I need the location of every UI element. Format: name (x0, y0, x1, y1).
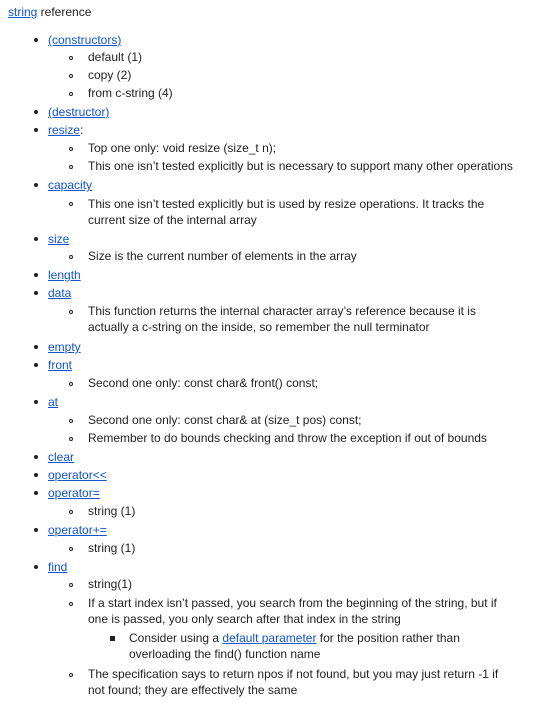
circle-bullet-icon (69, 673, 73, 677)
bullet-icon (34, 363, 38, 367)
circle-bullet-icon (69, 510, 73, 514)
circle-bullet-icon (69, 74, 73, 78)
bullet-icon (34, 110, 38, 114)
at-note-2: Remember to do bounds checking and throw the exception if out of bounds (88, 431, 487, 445)
bullet-icon (34, 273, 38, 277)
circle-bullet-icon (69, 165, 73, 169)
resize-link[interactable]: resize (48, 123, 81, 137)
sub-item-default: default (1) (88, 50, 143, 64)
destructor-link[interactable]: (destructor) (48, 105, 110, 119)
capacity-note: This one isn’t tested explicitly but is used by resize operations. It tracks the current size of the internal array (88, 197, 485, 227)
list-item-data (48, 285, 71, 301)
operator-assign-note: string (1) (88, 504, 136, 518)
circle-bullet-icon (69, 255, 73, 259)
bullet-icon (34, 128, 38, 132)
list-item-empty (48, 339, 81, 355)
circle-bullet-icon (69, 202, 73, 206)
list-item-at (48, 394, 58, 410)
clear-link[interactable]: clear (48, 450, 75, 464)
list-item-size (48, 231, 69, 247)
bullet-icon (34, 455, 38, 459)
list-item-resize (48, 122, 83, 138)
list-item-destructor (48, 104, 109, 120)
list-item-capacity (48, 177, 92, 193)
size-link[interactable]: size (48, 232, 70, 246)
sub-item-cstring: from c-string (4) (88, 86, 173, 100)
list-item-constructors (48, 32, 121, 48)
bullet-icon (34, 528, 38, 532)
circle-bullet-icon (69, 602, 73, 606)
bullet-icon (34, 183, 38, 187)
bullet-icon (34, 237, 38, 241)
capacity-link[interactable]: capacity (48, 178, 93, 192)
find-sub-note (129, 630, 474, 662)
empty-link[interactable]: empty (48, 340, 81, 354)
default-parameter-link[interactable]: default parameter (222, 631, 317, 645)
circle-bullet-icon (69, 382, 73, 386)
circle-bullet-icon (69, 92, 73, 96)
list-item-length (48, 267, 81, 283)
bullet-icon (34, 291, 38, 295)
operator-plus-note: string (1) (88, 541, 136, 555)
circle-bullet-icon (69, 437, 73, 441)
sub-item-copy: copy (2) (88, 68, 132, 82)
bullet-icon (34, 491, 38, 495)
length-link[interactable]: length (48, 268, 81, 282)
operator-plus-link[interactable]: operator+= (48, 523, 107, 537)
find-sub-text-after: for the position rather than overloading the find() function name (129, 631, 460, 661)
at-link[interactable]: at (48, 395, 59, 409)
find-link[interactable]: find (48, 560, 68, 574)
list-item-operator-plus (48, 522, 107, 538)
operator-assign-link[interactable]: operator= (48, 486, 100, 500)
find-sub-text-before: Consider using a (129, 631, 223, 645)
title-text: reference (37, 5, 92, 19)
string-link[interactable]: string (8, 5, 38, 19)
resize-note-2: This one isn’t tested explicitly but is necessary to support many other operations (88, 159, 513, 173)
circle-bullet-icon (69, 56, 73, 60)
bullet-icon (34, 565, 38, 569)
front-note: Second one only: const char& front() const; (88, 376, 319, 390)
list-item-find (48, 559, 67, 575)
list-item-operator-assign (48, 485, 100, 501)
find-note-1: string(1) (88, 577, 133, 591)
page-title (8, 4, 91, 20)
data-note: This function returns the internal character array’s reference because it is actually a c-string on the inside, so remember the null terminator (88, 304, 476, 334)
bullet-icon (34, 38, 38, 42)
at-note-1: Second one only: const char& at (size_t pos) const; (88, 413, 362, 427)
bullet-icon (34, 345, 38, 349)
size-note: Size is the current number of elements in the array (88, 249, 357, 263)
circle-bullet-icon (69, 583, 73, 587)
data-link[interactable]: data (48, 286, 72, 300)
resize-colon: : (80, 123, 84, 137)
operator-stream-link[interactable]: operator<< (48, 468, 107, 482)
resize-note-1: Top one only: void resize (size_t n); (88, 141, 277, 155)
list-item-clear (48, 449, 74, 465)
circle-bullet-icon (69, 547, 73, 551)
circle-bullet-icon (69, 419, 73, 423)
square-bullet-icon (110, 636, 115, 641)
circle-bullet-icon (69, 310, 73, 314)
bullet-icon (34, 400, 38, 404)
constructors-link[interactable]: (constructors) (48, 33, 122, 47)
find-note-2: If a start index isn’t passed, you search from the beginning of the string, but if one is passed, you only search after that index in the string (88, 596, 497, 626)
find-note-3: The specification says to return npos if not found, but you may just return -1 if not found; they are effectively the same (88, 667, 499, 697)
list-item-front (48, 357, 72, 373)
front-link[interactable]: front (48, 358, 73, 372)
bullet-icon (34, 473, 38, 477)
list-item-operator-stream (48, 467, 107, 483)
circle-bullet-icon (69, 147, 73, 151)
